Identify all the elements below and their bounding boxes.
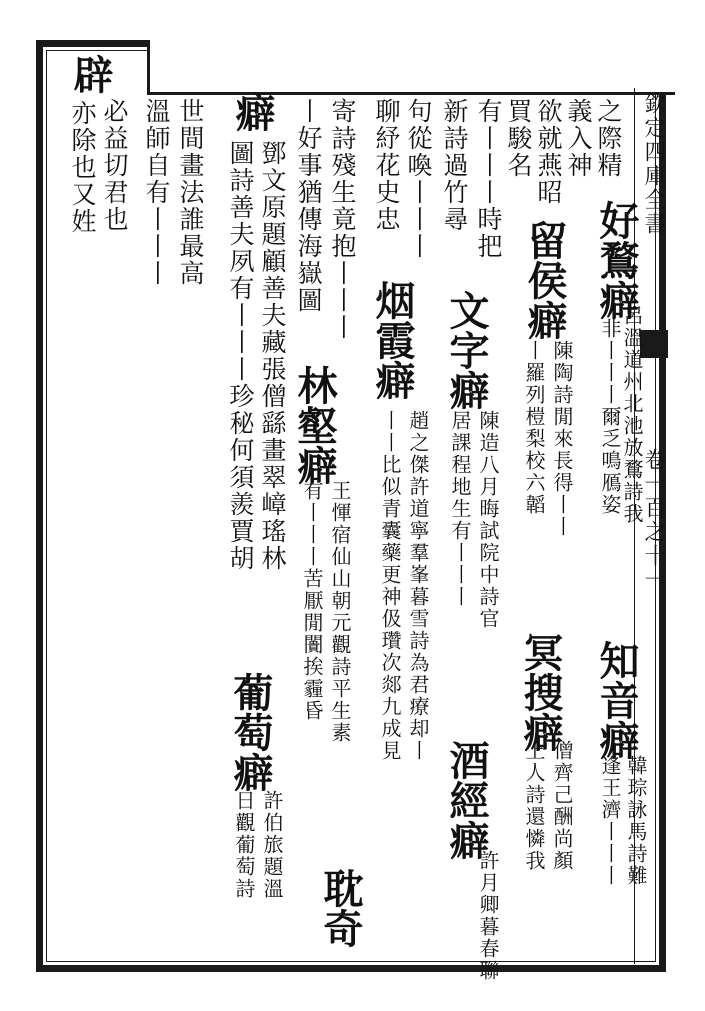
entry-heading: 留侯癖 <box>521 220 568 340</box>
entry-heading: 葡萄癖 <box>227 672 274 792</box>
entry-heading: 好鶩癖 <box>593 200 640 320</box>
text-column: 僧齊己酬尚顏 <box>550 740 574 872</box>
text-column: 日觀葡萄詩 <box>232 790 256 900</box>
text-column: 鄧文原題顧善夫藏張僧繇畫翠嶂瑤林 <box>258 140 287 572</box>
text-column: 陳陶詩閒來長得丨丨 <box>550 340 574 538</box>
text-column: 寄詩殘生竟抱丨丨丨 <box>328 98 357 341</box>
volume-number: 卷一百之十一 <box>641 448 666 592</box>
text-column: 上人詩還憐我 <box>522 740 546 872</box>
text-column: 陳造八月晦試院中詩官 <box>476 410 500 630</box>
text-column: 丨好事猶傳海嶽圖 <box>294 98 323 314</box>
text-column: 許伯旅題溫 <box>260 790 284 900</box>
book-title: 欽定四庫全書 <box>641 92 666 236</box>
text-column: 逢王濟丨丨丨 <box>598 755 622 887</box>
text-column: 趙之傑許道寧羣峯暮雪詩為君療却丨 <box>406 410 430 762</box>
entry-heading: 林壑癖 <box>291 365 338 485</box>
text-column: 有丨丨丨時把 <box>474 98 503 260</box>
text-column: 世間畫法誰最高 <box>176 98 205 287</box>
text-column: 欲就燕昭 <box>534 98 563 206</box>
text-column: 句從喚丨丨丨 <box>404 98 433 260</box>
entry-heading: 酒經癖 <box>443 740 490 860</box>
text-column: 許月卿暮春聯 <box>476 850 500 982</box>
entry-heading: 耽奇 <box>317 868 364 948</box>
text-column: 必益切君也 <box>100 98 129 233</box>
text-column: 有丨丨丨苦厭閒闠挨霾昏 <box>300 480 324 722</box>
text-column: 之際精 <box>594 98 623 179</box>
text-column: 呂溫道州北池放鶩詩我 <box>620 305 644 525</box>
margin-notch <box>147 40 675 95</box>
text-column: 王惲宿仙山朝元觀詩平生素 <box>328 480 352 744</box>
entry-heading: 知音癖 <box>593 640 640 760</box>
text-column: 居課程地生有丨丨丨 <box>448 410 472 608</box>
entry-heading: 冥搜癖 <box>517 632 564 752</box>
text-column: 韓琮詠馬詩難 <box>624 755 648 887</box>
text-column: 新詩過竹尋 <box>440 98 469 233</box>
text-column: 丨羅列榿梨校六韜 <box>522 340 546 516</box>
text-column: 非丨丨丨爾乏鳴鴈姿 <box>598 318 622 516</box>
text-column: 圖詩善夫夙有丨丨丨珍秘何須羨賈胡 <box>226 140 255 572</box>
entry-heading: 辟 <box>67 54 114 94</box>
entry-heading: 烟霞癖 <box>369 280 416 400</box>
text-column: 溫師自有丨丨丨 <box>142 98 171 287</box>
entry-heading: 文字癖 <box>443 290 490 410</box>
text-column: 丨丨比似青囊藥更神伋瓚次郯九成見 <box>378 410 402 762</box>
text-column: 亦除也又姓 <box>68 100 97 235</box>
entry-heading: 癖 <box>229 92 276 132</box>
text-column: 買駿名 <box>504 98 533 179</box>
text-column: 義入神 <box>564 98 593 179</box>
text-column: 聊紓花史忠 <box>372 98 401 233</box>
